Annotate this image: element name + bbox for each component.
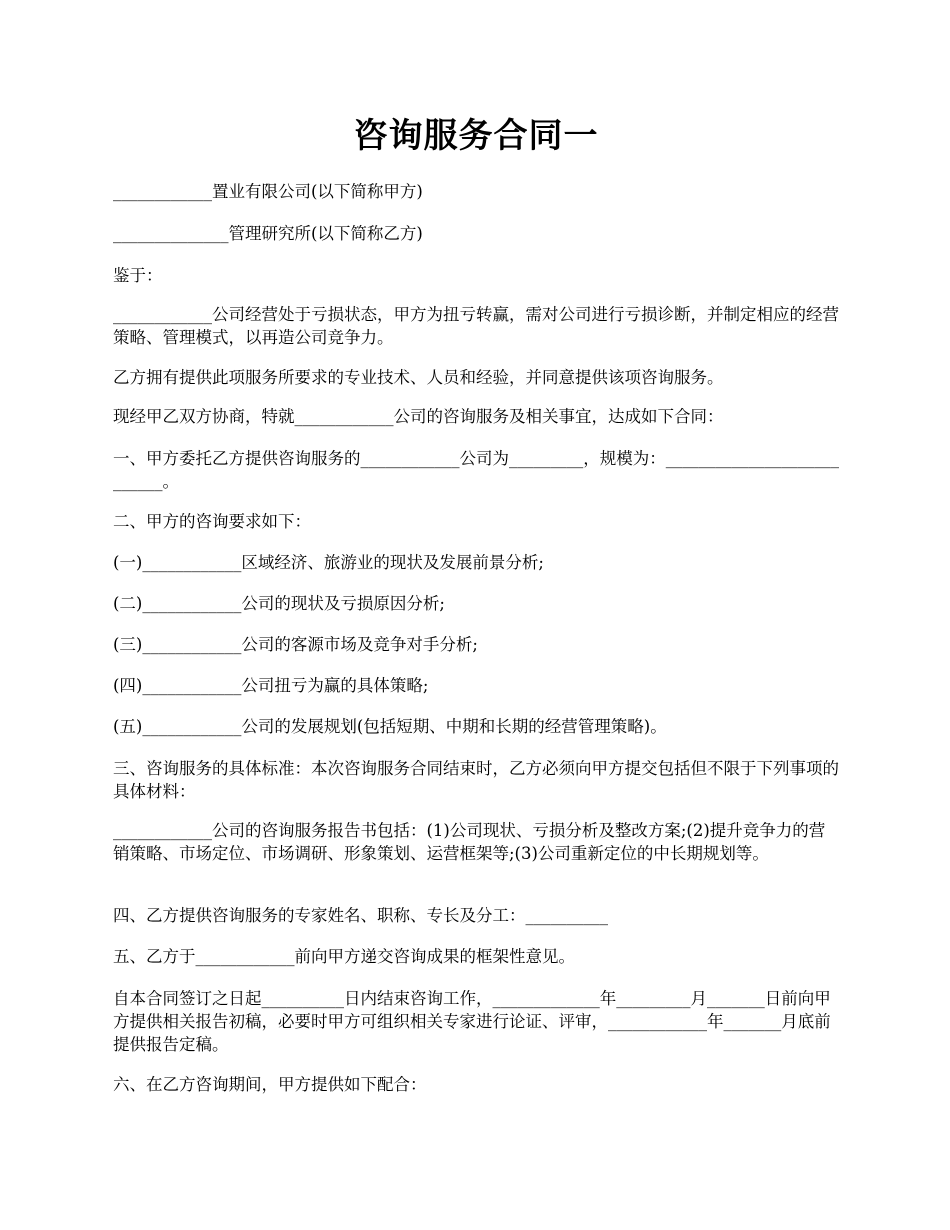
clause-4: 四、乙方提供咨询服务的专家姓名、职称、专长及分工：__________ [113, 906, 608, 925]
whereas-paragraph-1: ____________公司经营处于亏损状态，甲方为扭亏转赢，需对公司进行亏损诊断，并制定相应的经营策略、管理模式，以再造公司竞争力。 [113, 305, 839, 347]
clause-1: 一、甲方委托乙方提供咨询服务的____________公司为_________，规模为：___________________________。 [113, 449, 839, 491]
party-b-line: ______________管理研究所(以下简称乙方) [113, 224, 423, 243]
clause-3: 三、咨询服务的具体标准：本次咨询服务合同结束时，乙方必须向甲方提交包括但不限于下列事项的具体材料： [113, 759, 839, 801]
report-contents: ____________公司的咨询服务报告书包括：(1)公司现状、亏损分析及整改方案;(2)提升竞争力的营销策略、市场定位、市场调研、形象策划、运营框架等;(3)公司重新定位的中长期规划等。 [113, 821, 826, 863]
clause-5: 五、乙方于____________前向甲方递交咨询成果的框架性意见。 [113, 947, 575, 966]
requirement-4: (四)____________公司扭亏为赢的具体策略; [113, 676, 429, 695]
clause-6: 六、在乙方咨询期间，甲方提供如下配合： [113, 1075, 427, 1094]
clause-2-heading: 二、甲方的咨询要求如下： [113, 512, 311, 531]
requirement-1: (一)____________区域经济、旅游业的现状及发展前景分析; [113, 553, 544, 572]
requirement-3: (三)____________公司的客源市场及竞争对手分析; [113, 635, 478, 654]
document-title: 咨询服务合同一 [353, 116, 599, 156]
requirement-2: (二)____________公司的现状及亏损原因分析; [113, 594, 445, 613]
party-a-line: ____________置业有限公司(以下简称甲方) [113, 182, 423, 201]
timeline-paragraph: 自本合同签订之日起__________日内结束咨询工作，_____________年_________月_______日前向甲方提供相关报告初稿，必要时甲方可组织相关专家进行论证、评审，____________年_______月底前提供报告定稿。 [113, 989, 831, 1054]
agreement-intro: 现经甲乙双方协商，特就____________公司的咨询服务及相关事宜，达成如下合同： [113, 407, 724, 426]
whereas-heading: 鉴于： [113, 266, 163, 285]
whereas-paragraph-2: 乙方拥有提供此项服务所要求的专业技术、人员和经验，并同意提供该项咨询服务。 [113, 368, 724, 387]
requirement-5: (五)____________公司的发展规划(包括短期、中期和长期的经营管理策略)。 [113, 717, 667, 736]
